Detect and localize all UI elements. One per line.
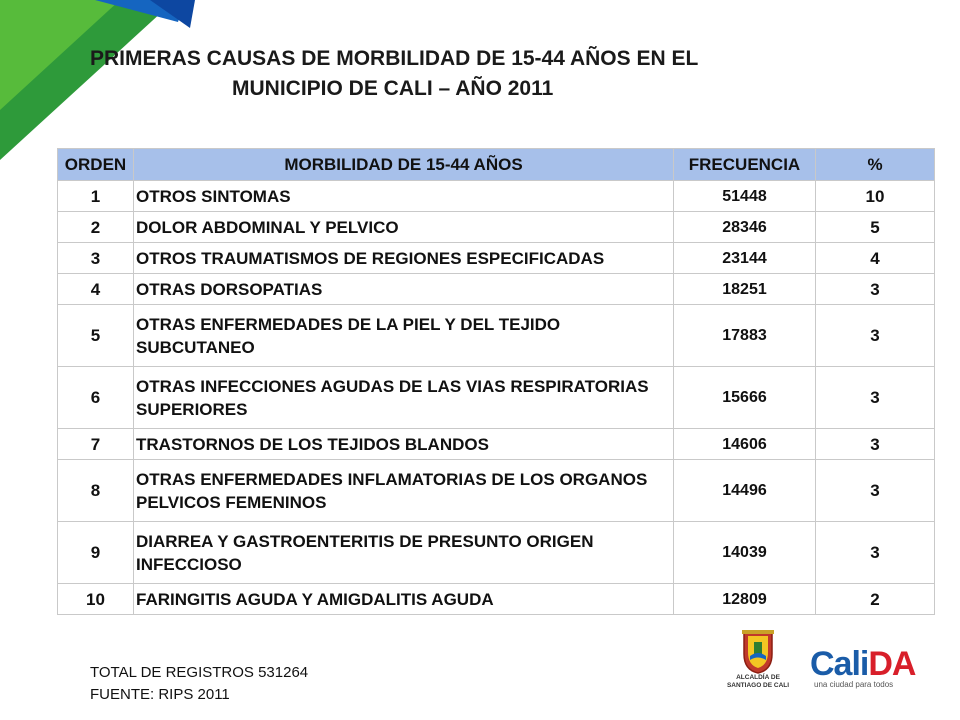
cell-percent: 3 bbox=[816, 367, 935, 429]
table-row bbox=[58, 181, 935, 212]
coat-of-arms-icon bbox=[716, 628, 800, 674]
page-title-line-1: PRIMERAS CAUSAS DE MORBILIDAD DE 15-44 AÑOS EN EL bbox=[90, 47, 699, 70]
calida-tagline: una ciudad para todos bbox=[814, 680, 894, 689]
page-title bbox=[80, 44, 740, 104]
cell-orden: 8 bbox=[58, 460, 134, 522]
cell-orden: 3 bbox=[58, 243, 134, 274]
cell-percent: 3 bbox=[816, 460, 935, 522]
header-orden: ORDEN bbox=[58, 149, 134, 181]
footer-notes bbox=[90, 662, 308, 706]
table-row bbox=[58, 305, 935, 367]
cell-frecuencia: 14606 bbox=[674, 429, 816, 460]
cell-frecuencia: 51448 bbox=[674, 181, 816, 212]
morbidity-table bbox=[57, 148, 935, 615]
header-percent: % bbox=[816, 149, 935, 181]
cell-frecuencia: 12809 bbox=[674, 584, 816, 615]
cell-morbilidad: OTROS TRAUMATISMOS DE REGIONES ESPECIFICADAS bbox=[134, 243, 674, 274]
total-registros: TOTAL DE REGISTROS 531264 bbox=[90, 664, 309, 681]
fuente: FUENTE: RIPS 2011 bbox=[90, 686, 230, 703]
page-title-line-2: MUNICIPIO DE CALI – AÑO 2011 bbox=[232, 77, 554, 100]
cell-orden: 6 bbox=[58, 367, 134, 429]
cell-morbilidad: OTRAS ENFERMEDADES DE LA PIEL Y DEL TEJIDO SUBCUTANEO bbox=[134, 305, 674, 367]
calida-word-da: DA bbox=[868, 645, 916, 683]
cell-percent: 3 bbox=[816, 305, 935, 367]
cell-percent: 4 bbox=[816, 243, 935, 274]
cell-frecuencia: 18251 bbox=[674, 274, 816, 305]
table-row bbox=[58, 584, 935, 615]
cell-morbilidad: DIARREA Y GASTROENTERITIS DE PRESUNTO ORIGEN INFECCIOSO bbox=[134, 522, 674, 584]
calida-wordmark bbox=[810, 644, 915, 684]
cell-frecuencia: 17883 bbox=[674, 305, 816, 367]
cell-percent: 2 bbox=[816, 584, 935, 615]
cell-orden: 7 bbox=[58, 429, 134, 460]
cell-frecuencia: 14496 bbox=[674, 460, 816, 522]
table-header-row bbox=[58, 149, 935, 181]
cell-morbilidad: OTROS SINTOMAS bbox=[134, 181, 674, 212]
table-row bbox=[58, 522, 935, 584]
cell-orden: 2 bbox=[58, 212, 134, 243]
cell-orden: 5 bbox=[58, 305, 134, 367]
cell-morbilidad: OTRAS DORSOPATIAS bbox=[134, 274, 674, 305]
cell-morbilidad: TRASTORNOS DE LOS TEJIDOS BLANDOS bbox=[134, 429, 674, 460]
calida-word-cali: Cali bbox=[810, 645, 869, 683]
cell-morbilidad: OTRAS ENFERMEDADES INFLAMATORIAS DE LOS ORGANOS PELVICOS FEMENINOS bbox=[134, 460, 674, 522]
table-row bbox=[58, 274, 935, 305]
alcaldia-logo bbox=[716, 628, 800, 698]
table-row bbox=[58, 243, 935, 274]
cell-frecuencia: 15666 bbox=[674, 367, 816, 429]
cell-frecuencia: 28346 bbox=[674, 212, 816, 243]
cell-morbilidad: DOLOR ABDOMINAL Y PELVICO bbox=[134, 212, 674, 243]
alcaldia-caption-1: ALCALDÍA DE bbox=[736, 674, 780, 681]
cell-morbilidad: FARINGITIS AGUDA Y AMIGDALITIS AGUDA bbox=[134, 584, 674, 615]
calida-logo bbox=[808, 644, 932, 692]
cell-orden: 10 bbox=[58, 584, 134, 615]
cell-frecuencia: 14039 bbox=[674, 522, 816, 584]
cell-frecuencia: 23144 bbox=[674, 243, 816, 274]
cell-percent: 10 bbox=[816, 181, 935, 212]
cell-percent: 3 bbox=[816, 429, 935, 460]
table-row bbox=[58, 460, 935, 522]
cell-morbilidad: OTRAS INFECCIONES AGUDAS DE LAS VIAS RESPIRATORIAS SUPERIORES bbox=[134, 367, 674, 429]
table-row bbox=[58, 212, 935, 243]
table-row bbox=[58, 429, 935, 460]
cell-orden: 4 bbox=[58, 274, 134, 305]
header-frecuencia: FRECUENCIA bbox=[674, 149, 816, 181]
cell-percent: 5 bbox=[816, 212, 935, 243]
alcaldia-caption-2: SANTIAGO DE CALI bbox=[726, 682, 790, 689]
cell-percent: 3 bbox=[816, 274, 935, 305]
cell-orden: 9 bbox=[58, 522, 134, 584]
cell-orden: 1 bbox=[58, 181, 134, 212]
cell-percent: 3 bbox=[816, 522, 935, 584]
header-morbilidad: MORBILIDAD DE 15-44 AÑOS bbox=[134, 149, 674, 181]
table-row bbox=[58, 367, 935, 429]
